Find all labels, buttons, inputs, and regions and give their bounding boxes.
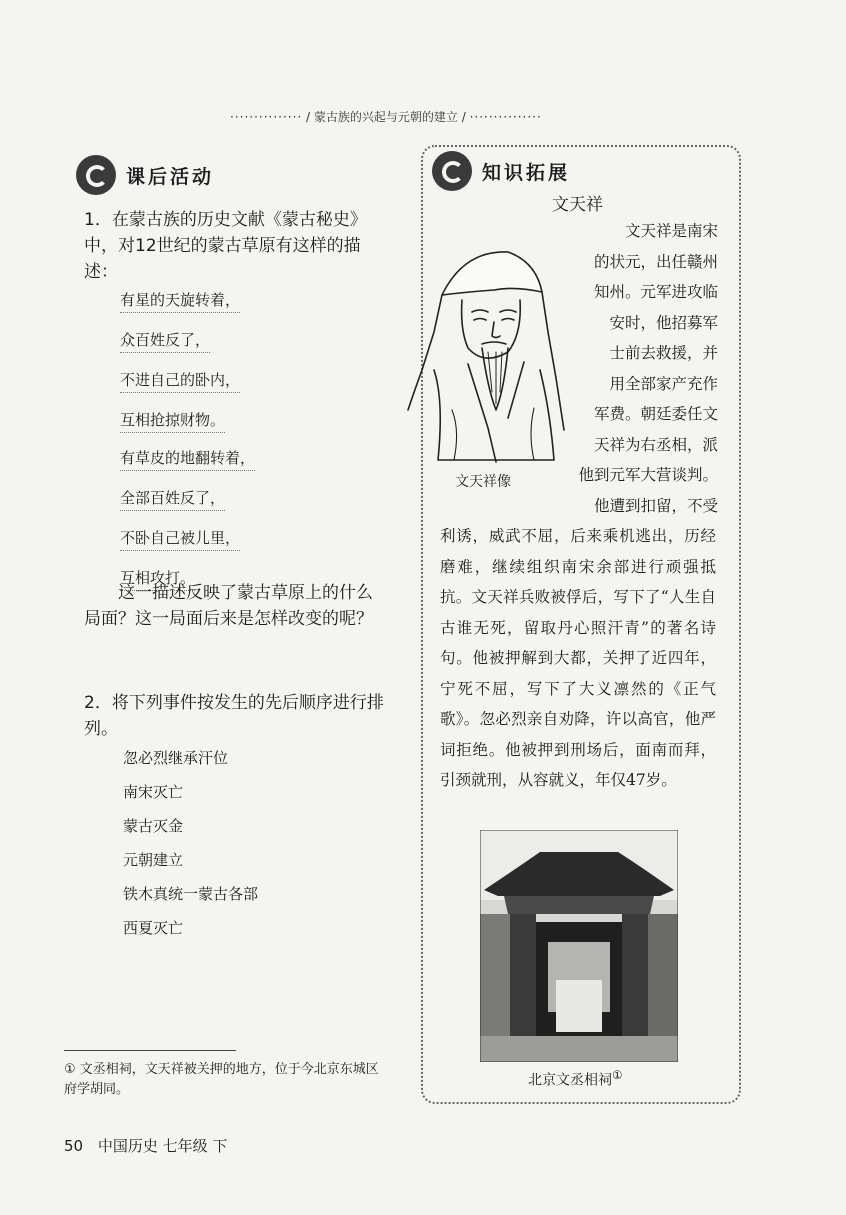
footnote-rule [64, 1050, 236, 1051]
poem-line: 众百姓反了， [120, 331, 210, 353]
poem-stanza-1 [120, 290, 240, 450]
bio-line: 他遭到扣留，不受 [593, 496, 718, 515]
page-number: 50 [64, 1137, 84, 1155]
event-list [123, 741, 258, 945]
shrine-photo [480, 830, 678, 1062]
portrait-caption: 文天祥像 [455, 474, 511, 490]
running-header: ··············· / 蒙古族的兴起与元朝的建立 / ··············· [230, 110, 542, 124]
biography-narrow [570, 216, 718, 521]
footnote-ref: ① [612, 1068, 623, 1082]
event-item: 蒙古灭金 [123, 817, 184, 835]
chapter-title: / 蒙古族的兴起与元朝的建立 / [306, 110, 466, 124]
bio-line: 军费。朝廷委任文 [593, 405, 718, 423]
event-item: 西夏灭亡 [123, 919, 184, 937]
knowledge-title: 知识拓展 [482, 161, 571, 184]
biography-wide: 利诱，威武不屈，后来乘机逃出，历经磨难，继续组织南宋余部进行顽强抵抗。文天祥兵败被俘后，写下了“人生自古谁无死，留取丹心照汗青”的著名诗句。他被押解到大都，关押了近四年，宁死不屈，写下了大义凛然的《正气歌》。忽必烈亲自劝降，许以高官，他严词拒绝。他被押到刑场后，面南而拜，引颈就刑，从容就义，年仅47岁。 [440, 527, 716, 789]
activities-heading [76, 155, 214, 195]
bio-line: 士前去救援，并 [609, 344, 718, 362]
poem-line: 不进自己的卧内， [120, 371, 240, 393]
question-1-prompt: 1．在蒙古族的历史文献《蒙古秘史》中，对12世纪的蒙古草原有这样的描述： [84, 210, 367, 282]
footnote [64, 1060, 384, 1100]
poem-line: 有星的天旋转着， [120, 291, 240, 313]
question-2-prompt: 2．将下列事件按发生的先后顺序进行排列。 [84, 693, 384, 739]
bio-line: 的状元，出任赣州 [593, 252, 718, 271]
event-item: 南宋灭亡 [123, 783, 184, 801]
footnote-marker: ① [64, 1062, 76, 1077]
bio-line: 用全部家产充作 [609, 374, 718, 393]
bio-line: 天祥为右丞相，派 [593, 435, 718, 454]
knowledge-icon [432, 151, 472, 191]
event-item: 元朝建立 [123, 851, 184, 869]
question-1-question: 这一描述反映了蒙古草原上的什么局面？这一局面后来是怎样改变的呢？ [84, 583, 373, 629]
photo-caption: 北京文丞相祠① [528, 1068, 623, 1089]
event-item: 忽必烈继承汗位 [123, 749, 229, 767]
poem-line: 互相抢掠财物。 [120, 411, 225, 433]
poem-line: 有草皮的地翻转着， [120, 449, 255, 471]
bio-line: 他到元军大营谈判。 [578, 466, 718, 484]
bio-line: 知州。元军进攻临 [593, 283, 718, 301]
activity-icon [76, 155, 116, 195]
poem-line: 互相攻打。 [120, 569, 195, 591]
event-item: 铁木真统一蒙古各部 [123, 885, 259, 903]
page-footer [64, 1135, 227, 1156]
book-title: 中国历史 七年级 下 [97, 1137, 228, 1155]
poem-line: 全部百姓反了， [120, 489, 225, 511]
bio-line: 文天祥是南宋 [624, 222, 718, 240]
knowledge-heading [432, 151, 570, 191]
knowledge-subtitle: 文天祥 [552, 195, 603, 215]
footnote-text: 文丞相祠，文天祥被关押的地方，位于今北京东城区府学胡同。 [64, 1062, 379, 1097]
bio-line: 安时，他招募军 [609, 313, 718, 332]
poem-line: 不卧自己被儿里， [120, 529, 240, 551]
activities-title: 课后活动 [126, 165, 215, 188]
